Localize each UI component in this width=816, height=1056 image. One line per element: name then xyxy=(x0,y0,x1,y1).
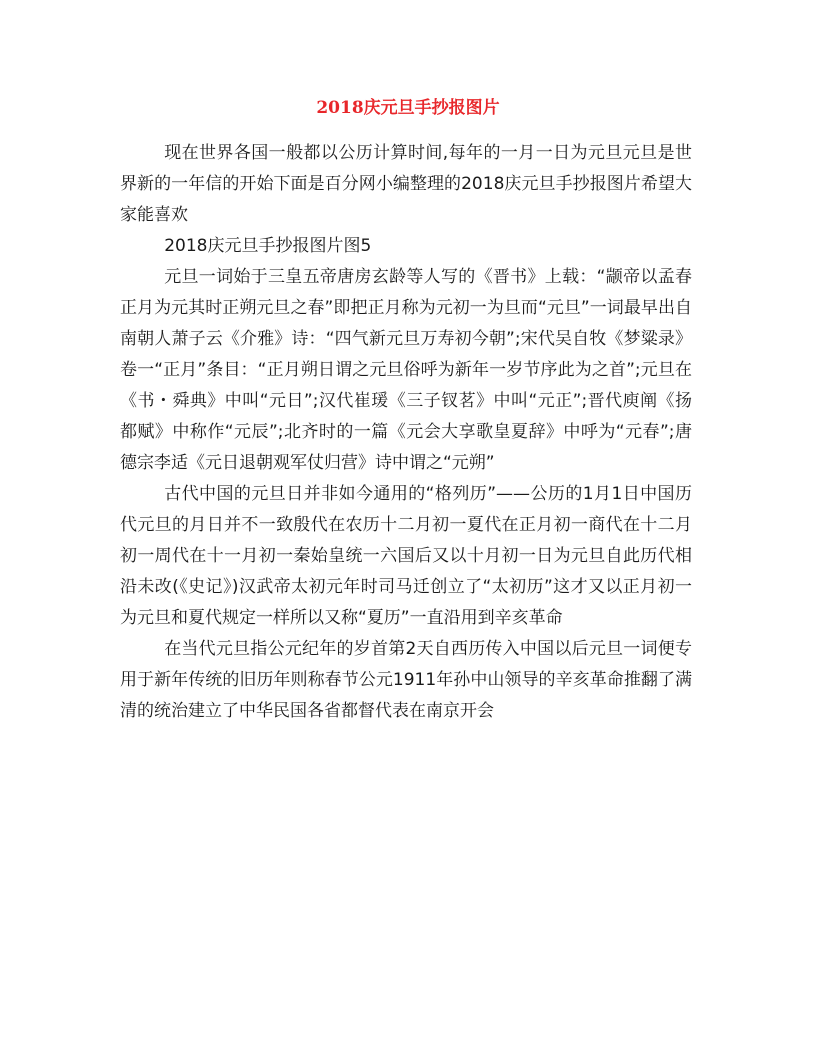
paragraph-origin: 元旦一词始于三皇五帝唐房玄龄等人写的《晋书》上载：“颛帝以孟春正月为元其时正朔元旦之春”即把正月称为元初一为旦而“元旦”一词最早出自南朝人萧子云《介雅》诗：“四气新元旦万寿初今朝”;宋代吴自牧《梦粱录》卷一“正月”条目：“正月朔日谓之元旦俗呼为新年一岁节序此为之首”;元旦在《书・舜典》中叫“元日”;汉代崔瑗《三子钗茗》中叫“元正”;晋代庾阐《扬都赋》中称作“元辰”;北齐时的一篇《元会大享歌皇夏辞》中呼为“元春”;唐德宗李适《元日退朝观军仗归营》诗中谓之“元朔” xyxy=(120,267,692,473)
document-body xyxy=(120,138,692,727)
paragraph-image-caption: 2018庆元旦手抄报图片图5 xyxy=(164,236,372,256)
document-title: 2018庆元旦手抄报图片 xyxy=(316,98,500,118)
paragraph-ancient-calendar: 古代中国的元旦日并非如今通用的“格列历”——公历的1月1日中国历代元旦的月日并不一致殷代在农历十二月初一夏代在正月初一商代在十二月初一周代在十一月初一秦始皇统一六国后又以十月初一日为元旦自此历代相沿未改(《史记》)汉武帝太初元年时司马迁创立了“太初历”这才又以正月初一为元旦和夏代规定一样所以又称“夏历”一直沿用到辛亥革命 xyxy=(120,484,692,628)
paragraph-intro: 现在世界各国一般都以公历计算时间,每年的一月一日为元旦元旦是世界新的一年信的开始下面是百分网小编整理的2018庆元旦手抄报图片希望大家能喜欢 xyxy=(120,143,692,225)
paragraph-modern: 在当代元旦指公元纪年的岁首第2天自西历传入中国以后元旦一词便专用于新年传统的旧历年则称春节公元1911年孙中山领导的辛亥革命推翻了满清的统治建立了中华民国各省都督代表在南京开会 xyxy=(120,639,692,721)
